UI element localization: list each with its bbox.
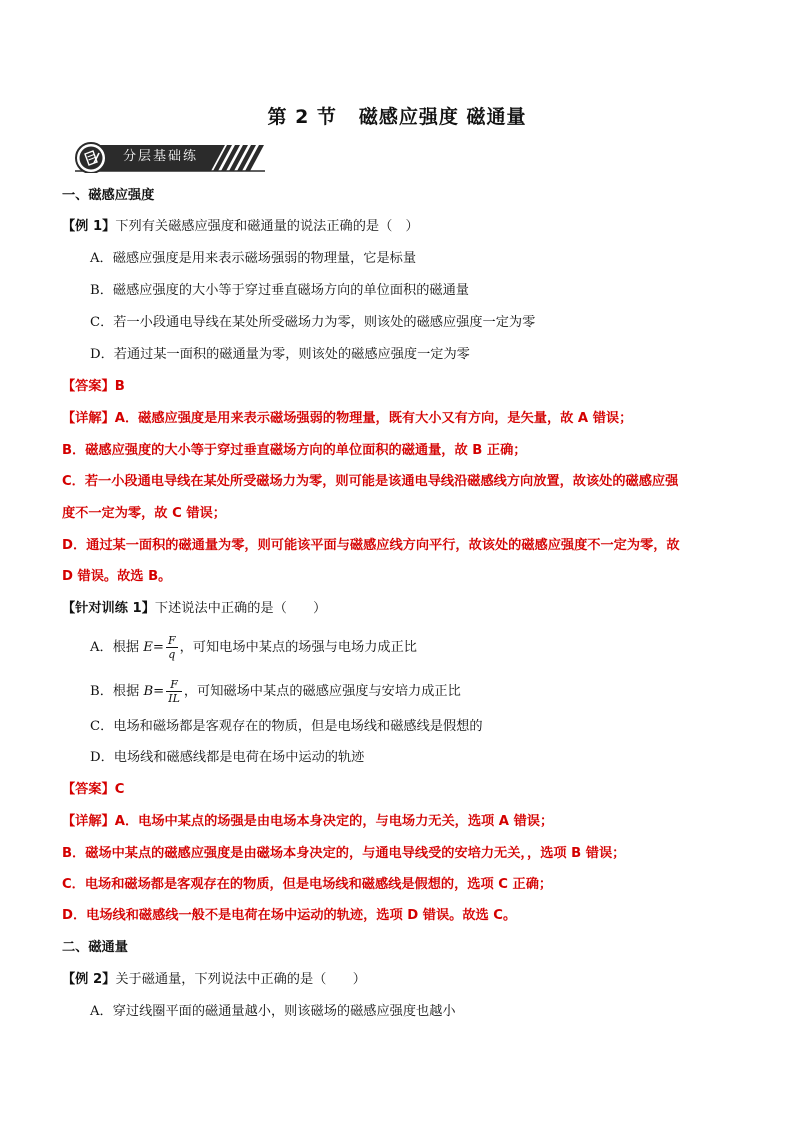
option-b: B．磁感应强度的大小等于穿过垂直磁场方向的单位面积的磁通量 <box>90 283 469 298</box>
fraction-formula: $\frac{F}{q}$ <box>167 634 176 661</box>
option-a: A．穿过线圈平面的磁通量越小，则该磁场的磁感应强度也越小 <box>90 1004 456 1019</box>
explanation-line: D．通过某一面积的磁通量为零，则可能该平面与磁感应线方向平行，故该处的磁感应强度不一定为零，故 <box>62 538 680 553</box>
example-1-question: 【例 1】下列有关磁感应强度和磁通量的说法正确的是（ ） <box>62 219 419 234</box>
banner-label: 分层基础练 <box>123 149 199 164</box>
fraction-formula: $\frac{F}{IL}$ <box>168 678 180 705</box>
option-d: D．若通过某一面积的磁通量为零，则该处的磁感应强度一定为零 <box>90 347 470 362</box>
explanation-line: D．电场线和磁感线一般不是电荷在场中运动的轨迹，选项 D 错误。故选 C。 <box>62 908 517 923</box>
section-title: 磁感应强度 磁通量 <box>358 106 527 128</box>
option-b: B．根据 B= $\frac{F}{IL}$ ，可知磁场中某点的磁感应强度与安培力成正比 <box>90 678 461 705</box>
answer-line: 【答案】B <box>62 379 125 394</box>
example-2-question: 【例 2】关于磁通量，下列说法中正确的是（ ） <box>62 972 366 987</box>
section-heading: 一、磁感应强度 <box>62 188 155 203</box>
explanation-line: 【详解】A．磁感应强度是用来表示磁场强弱的物理量，既有大小又有方向，是矢量，故 A 错误； <box>62 411 633 426</box>
page-title <box>0 104 794 130</box>
explanation-line: B．磁场中某点的磁感应强度是由磁场本身决定的，与通电导线受的安培力无关，，选项 B 错误； <box>62 846 626 861</box>
section-number: 第 2 节 <box>267 106 337 128</box>
option-c: C．电场和磁场都是客观存在的物质，但是电场线和磁感线是假想的 <box>90 719 483 734</box>
explanation-line: D 错误。故选 B。 <box>62 569 172 584</box>
explanation-line: 【详解】A．电场中某点的场强是由电场本身决定的，与电场力无关，选项 A 错误； <box>62 814 554 829</box>
training-1-question: 【针对训练 1】下述说法中正确的是（ ） <box>62 601 327 616</box>
option-d: D．电场线和磁感线都是电荷在场中运动的轨迹 <box>90 750 365 765</box>
section-heading: 二、磁通量 <box>62 940 128 955</box>
option-a: A．磁感应强度是用来表示磁场强弱的物理量，它是标量 <box>90 251 417 266</box>
explanation-line: B．磁感应强度的大小等于穿过垂直磁场方向的单位面积的磁通量，故 B 正确； <box>62 443 527 458</box>
answer-line: 【答案】C <box>62 782 125 797</box>
explanation-line: C．若一小段通电导线在某处所受磁场力为零，则可能是该通电导线沿磁感线方向放置，故该处的磁感应强 <box>62 474 679 489</box>
book-pen-icon <box>76 143 106 173</box>
explanation-line: 度不一定为零，故 C 错误； <box>62 506 226 521</box>
option-c: C．若一小段通电导线在某处所受磁场力为零，则该处的磁感应强度一定为零 <box>90 315 536 330</box>
option-a: A．根据 E= $\frac{F}{q}$ ，可知电场中某点的场强与电场力成正比 <box>90 634 417 661</box>
explanation-line: C．电场和磁场都是客观存在的物质，但是电场线和磁感线是假想的，选项 C 正确； <box>62 877 553 892</box>
